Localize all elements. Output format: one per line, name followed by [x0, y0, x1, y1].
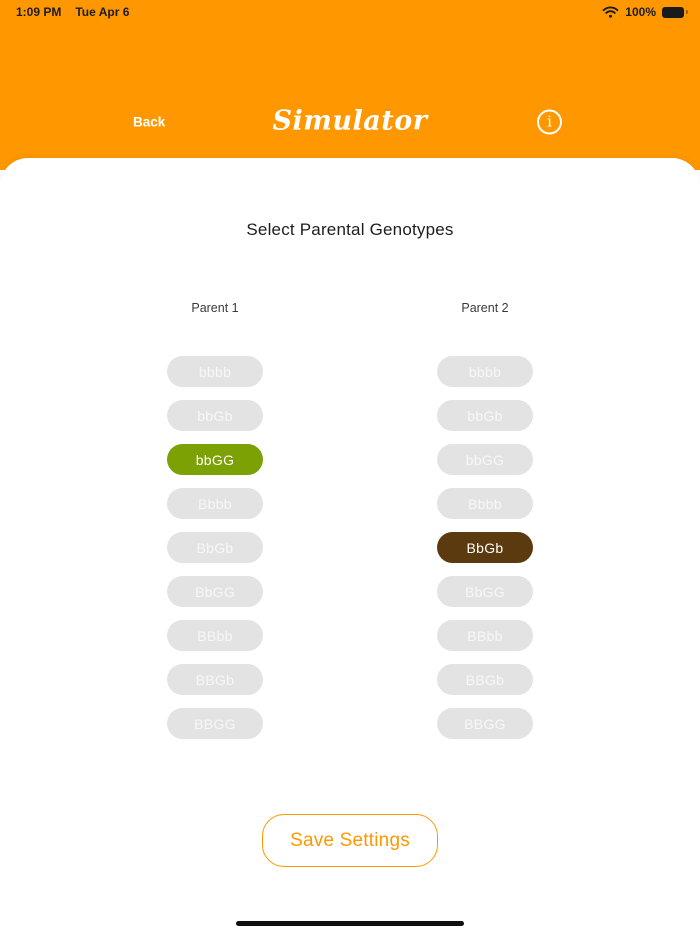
status-bar [0, 0, 700, 24]
content-card [0, 158, 700, 934]
app-title: Simulator [272, 105, 428, 137]
page-title: Select Parental Genotypes [246, 220, 454, 239]
genotype-option-bbbb-parent1[interactable]: bbbb [167, 356, 263, 387]
genotype-option-BBGb-parent1[interactable]: BBGb [167, 664, 263, 695]
genotype-option-BBGG-parent1[interactable]: BBGG [167, 708, 263, 739]
parent1-column [167, 301, 263, 739]
parent1-genotype-list [167, 356, 263, 739]
genotype-option-bbGG-parent2[interactable]: bbGG [437, 444, 533, 475]
save-settings-button[interactable]: Save Settings [262, 814, 438, 867]
navigation-bar [0, 98, 700, 146]
status-time: 1:09 PM [16, 5, 62, 19]
parent2-column [437, 301, 533, 739]
genotype-option-bbGG-parent1[interactable]: bbGG [167, 444, 263, 475]
genotype-option-bbGb-parent2[interactable]: bbGb [437, 400, 533, 431]
status-date: Tue Apr 6 [75, 5, 130, 19]
parent2-label: Parent 2 [461, 301, 509, 315]
orange-header [0, 0, 700, 170]
genotype-option-BBbb-parent2[interactable]: BBbb [437, 620, 533, 651]
battery-percent: 100% [625, 5, 656, 19]
genotype-option-BbGG-parent2[interactable]: BbGG [437, 576, 533, 607]
genotype-option-bbbb-parent2[interactable]: bbbb [437, 356, 533, 387]
back-button[interactable]: Back [133, 114, 166, 130]
parent-columns [167, 301, 533, 739]
genotype-option-BBGG-parent2[interactable]: BBGG [437, 708, 533, 739]
genotype-option-Bbbb-parent2[interactable]: Bbbb [437, 488, 533, 519]
parent1-label: Parent 1 [191, 301, 239, 315]
home-indicator[interactable] [236, 921, 464, 926]
info-circle-icon[interactable]: i [537, 110, 562, 135]
parent2-genotype-list [437, 356, 533, 739]
genotype-option-BBbb-parent1[interactable]: BBbb [167, 620, 263, 651]
wifi-icon [602, 6, 619, 18]
genotype-option-BbGb-parent2[interactable]: BbGb [437, 532, 533, 563]
genotype-option-BbGb-parent1[interactable]: BbGb [167, 532, 263, 563]
genotype-option-BbGG-parent1[interactable]: BbGG [167, 576, 263, 607]
genotype-option-Bbbb-parent1[interactable]: Bbbb [167, 488, 263, 519]
genotype-option-bbGb-parent1[interactable]: bbGb [167, 400, 263, 431]
battery-icon [662, 7, 684, 18]
genotype-option-BBGb-parent2[interactable]: BBGb [437, 664, 533, 695]
